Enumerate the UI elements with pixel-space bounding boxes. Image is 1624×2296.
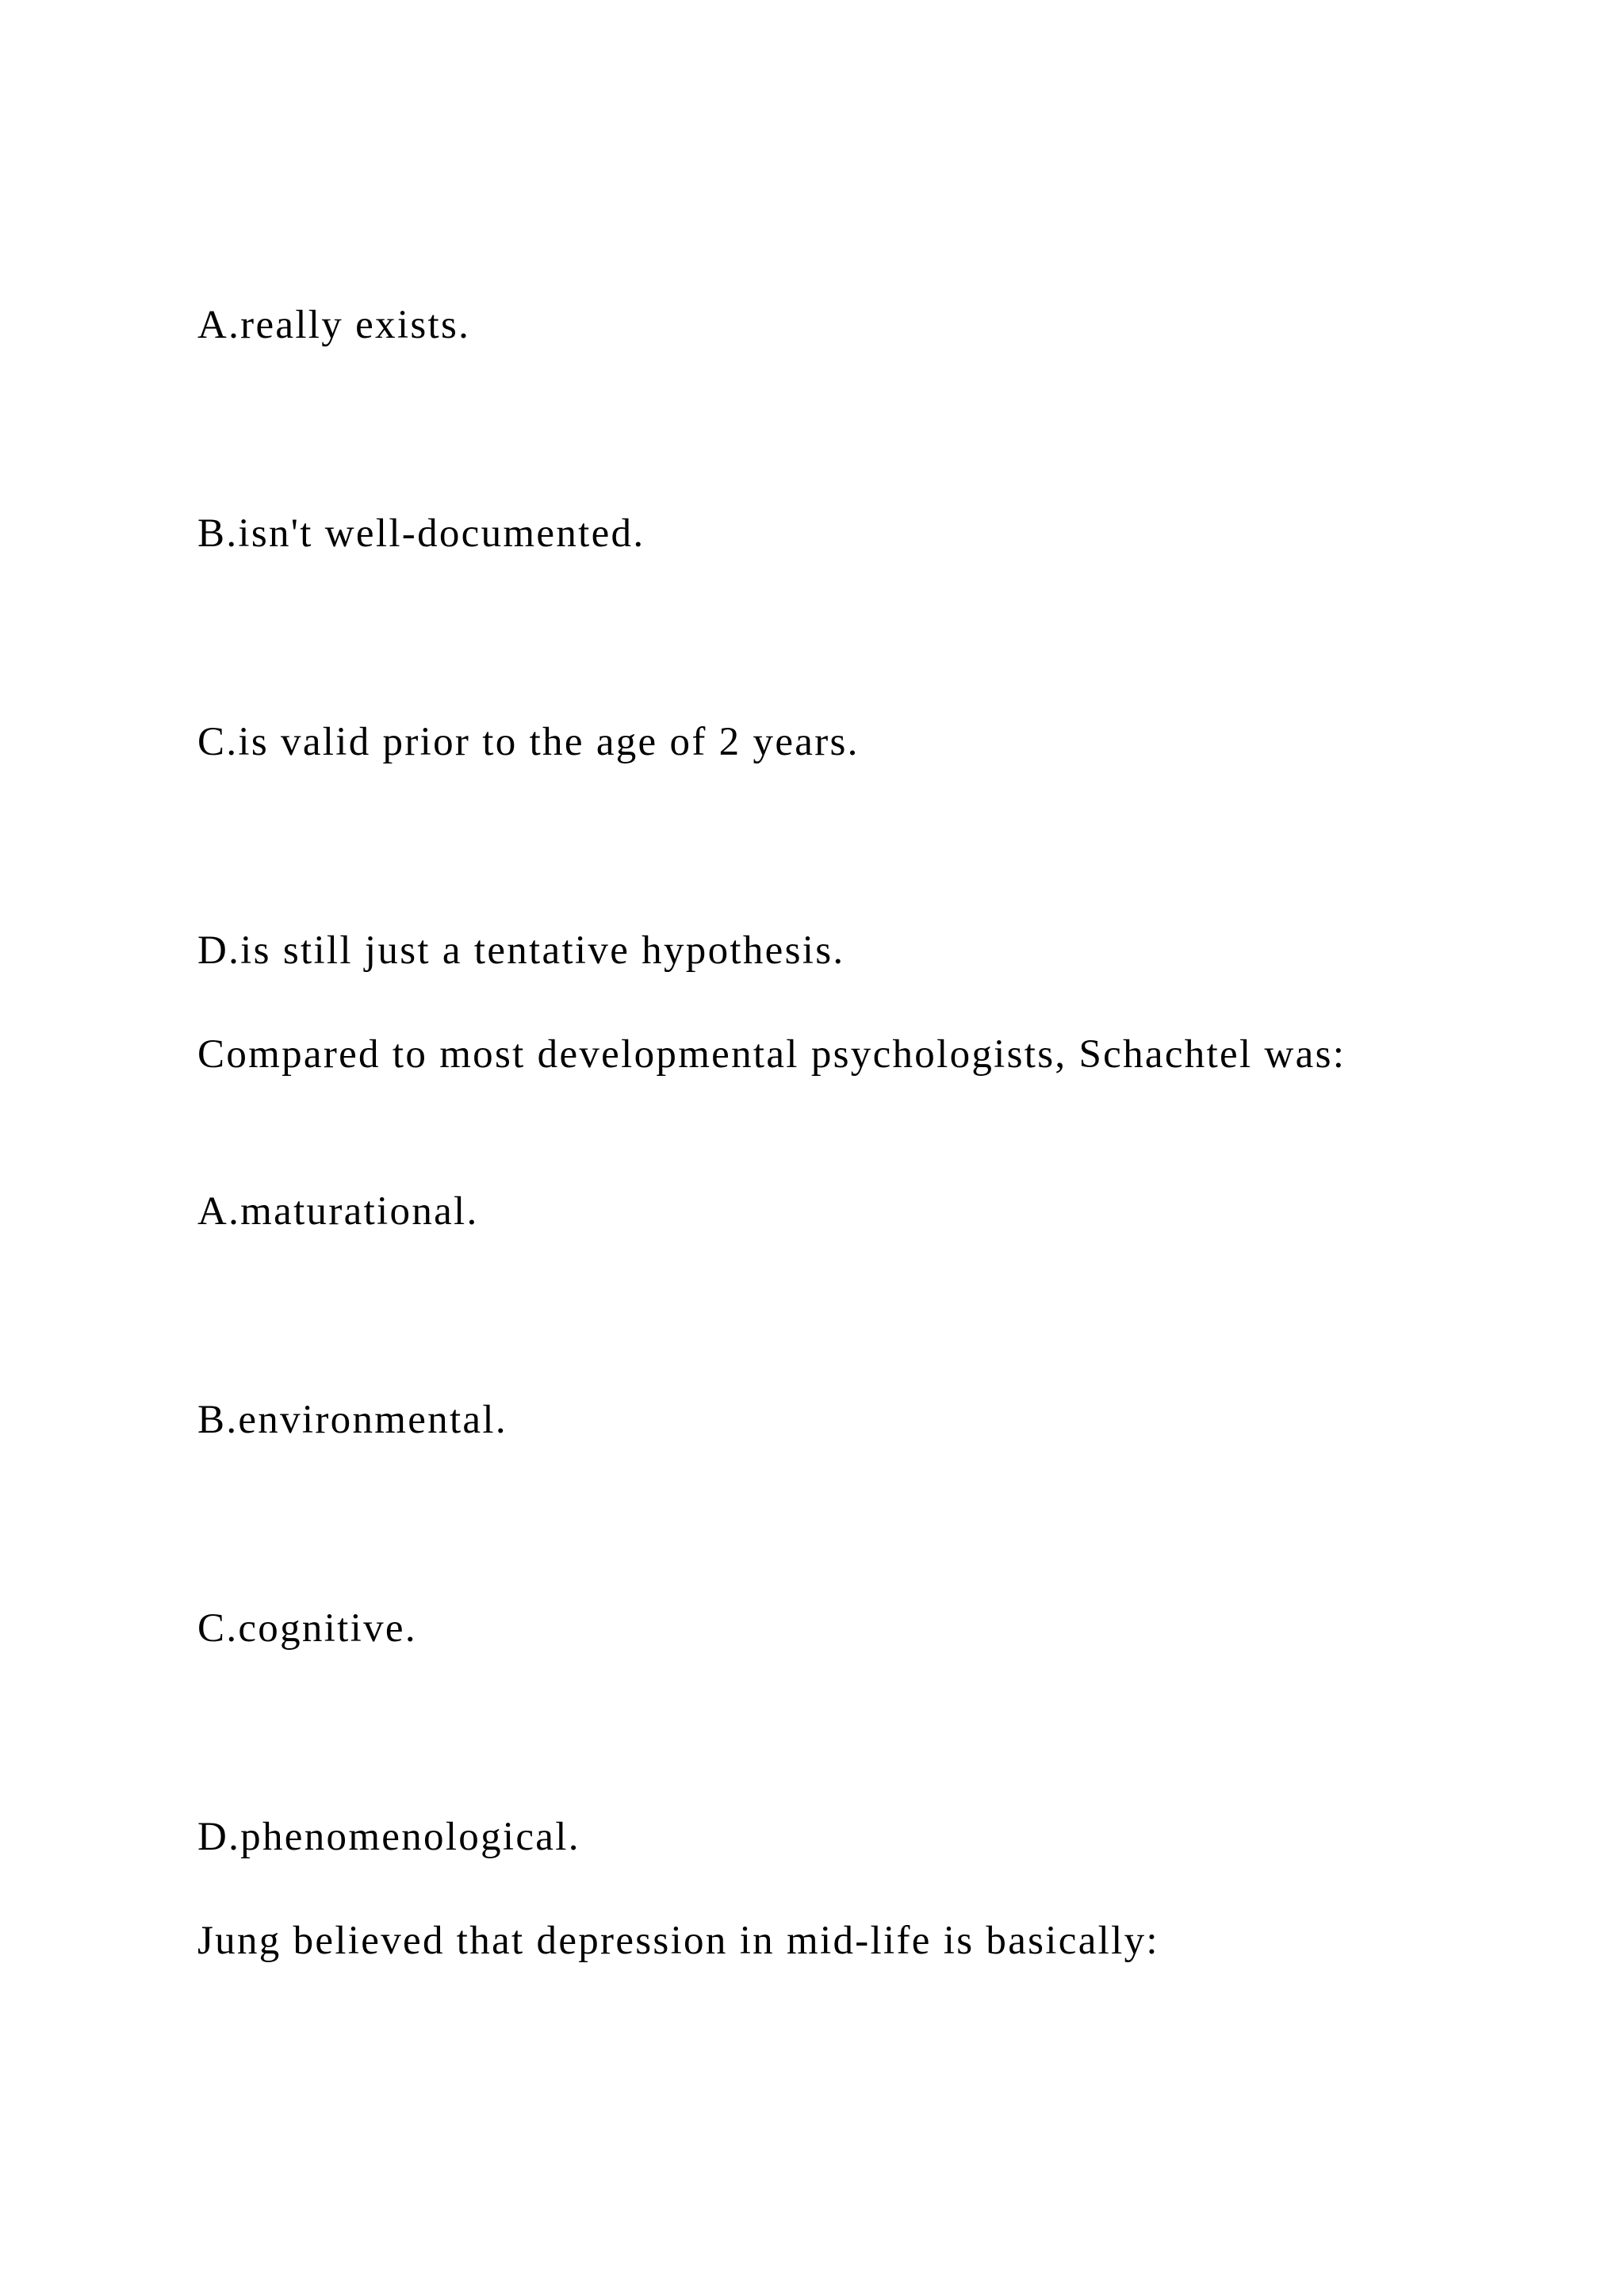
q2-option-b: B.environmental. — [197, 1398, 508, 1442]
q2-option-c: C.cognitive. — [197, 1606, 417, 1651]
q2-option-d: D.phenomenological. — [197, 1815, 580, 1859]
q3-stem: Jung believed that depression in mid-life is basically: — [197, 1919, 1159, 1963]
q1-option-c: C.is valid prior to the age of 2 years. — [197, 720, 860, 764]
q1-option-b: B.isn't well-documented. — [197, 511, 645, 556]
q2-option-a: A.maturational. — [197, 1189, 479, 1234]
q1-option-a: A.really exists. — [197, 303, 471, 347]
q2-stem: Compared to most developmental psychologists, Schachtel was: — [197, 1032, 1346, 1077]
q1-option-d: D.is still just a tentative hypothesis. — [197, 928, 845, 973]
